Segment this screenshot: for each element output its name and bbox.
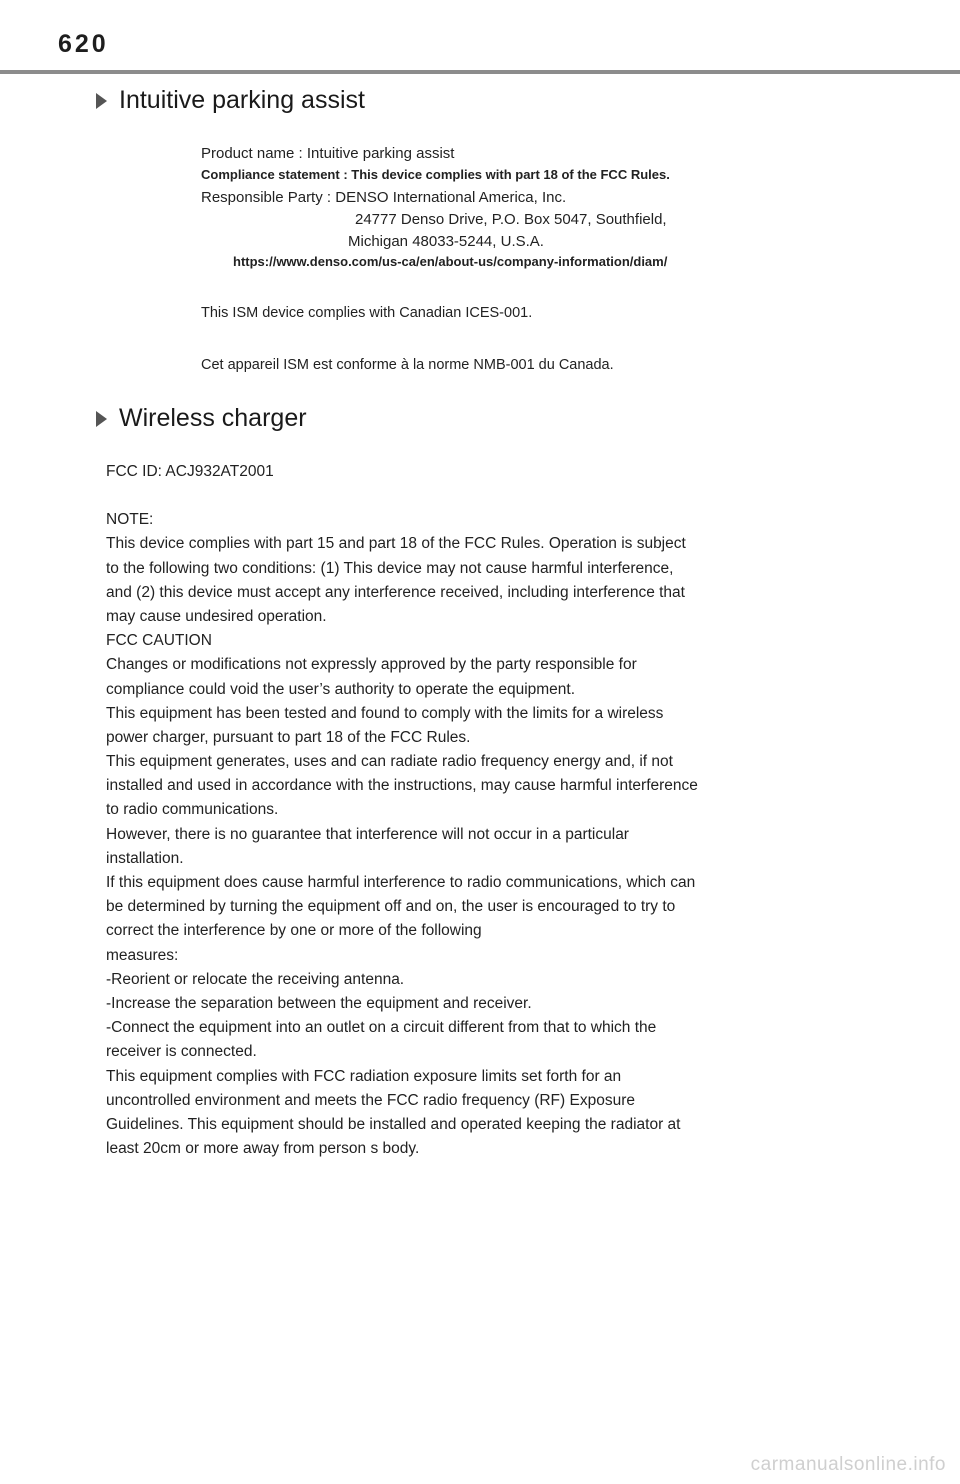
- text-line: correct the interference by one or more of the following: [106, 922, 482, 940]
- section-heading-wireless-charger: [96, 404, 307, 433]
- responsible-party-line: Responsible Party : DENSO International America, Inc.: [201, 189, 567, 206]
- text-line: power charger, pursuant to part 18 of the FCC Rules.: [106, 728, 471, 746]
- text-line: -Connect the equipment into an outlet on a circuit different from that to which the: [106, 1019, 657, 1037]
- text-line: Guidelines. This equipment should be installed and operated keeping the radiator at: [106, 1115, 681, 1133]
- text-line: be determined by turning the equipment off and on, the user is encouraged to try to: [106, 898, 676, 916]
- text-line: This equipment complies with FCC radiation exposure limits set forth for an: [106, 1067, 622, 1085]
- text-line: NOTE:: [106, 511, 154, 529]
- text-line: to radio communications.: [106, 801, 279, 819]
- section-heading-intuitive-parking-assist: [96, 86, 365, 115]
- text-line: least 20cm or more away from person s body.: [106, 1140, 420, 1158]
- text-line: -Increase the separation between the equipment and receiver.: [106, 994, 532, 1012]
- text-line: receiver is connected.: [106, 1043, 257, 1061]
- text-line: installation.: [106, 849, 184, 867]
- denso-url: https://www.denso.com/us-ca/en/about-us/company-information/diam/: [233, 254, 668, 269]
- compliance-statement-line: Compliance statement : This device complies with part 18 of the FCC Rules.: [201, 167, 670, 182]
- section-heading-label: Intuitive parking assist: [119, 86, 365, 114]
- page-number: 620: [58, 30, 109, 58]
- text-line: measures:: [106, 946, 179, 964]
- site-watermark: carmanualsonline.info: [750, 1454, 946, 1475]
- text-line: This device complies with part 15 and part 18 of the FCC Rules. Operation is subject: [106, 535, 686, 553]
- address-line-2: Michigan 48033-5244, U.S.A.: [348, 233, 544, 250]
- product-name-line: Product name : Intuitive parking assist: [201, 145, 455, 162]
- text-line: This equipment generates, uses and can radiate radio frequency energy and, if not: [106, 753, 673, 771]
- fcc-id: FCC ID: ACJ932AT2001: [106, 463, 274, 480]
- text-line: Changes or modifications not expressly approved by the party responsible for: [106, 656, 637, 674]
- section-heading-label: Wireless charger: [119, 404, 307, 432]
- text-line: may cause undesired operation.: [106, 607, 327, 625]
- text-line: and (2) this device must accept any interference received, including interference that: [106, 583, 685, 601]
- header-divider: [0, 70, 960, 74]
- text-line: However, there is no guarantee that interference will not occur in a particular: [106, 825, 629, 843]
- spacer: [106, 484, 866, 508]
- text-line: compliance could void the user’s authority to operate the equipment.: [106, 680, 576, 698]
- address-line-1: 24777 Denso Drive, P.O. Box 5047, Southfield,: [355, 211, 667, 228]
- wireless-charger-fcc-text: [106, 460, 866, 1161]
- text-line: This equipment has been tested and found to comply with the limits for a wireless: [106, 704, 664, 722]
- text-line: installed and used in accordance with the instructions, may cause harmful interference: [106, 777, 698, 795]
- text-line: FCC CAUTION: [106, 632, 212, 650]
- text-line: If this equipment does cause harmful interference to radio communications, which can: [106, 874, 696, 891]
- nmb-statement: Cet appareil ISM est conforme à la norme NMB-001 du Canada.: [201, 357, 614, 373]
- ices-statement: This ISM device complies with Canadian ICES-001.: [201, 305, 533, 321]
- triangle-bullet-icon: [96, 411, 107, 427]
- triangle-bullet-icon: [96, 93, 107, 109]
- text-line: to the following two conditions: (1) This device may not cause harmful interference,: [106, 559, 674, 577]
- text-line: -Reorient or relocate the receiving antenna.: [106, 970, 405, 988]
- text-line: uncontrolled environment and meets the FCC radio frequency (RF) Exposure: [106, 1091, 635, 1109]
